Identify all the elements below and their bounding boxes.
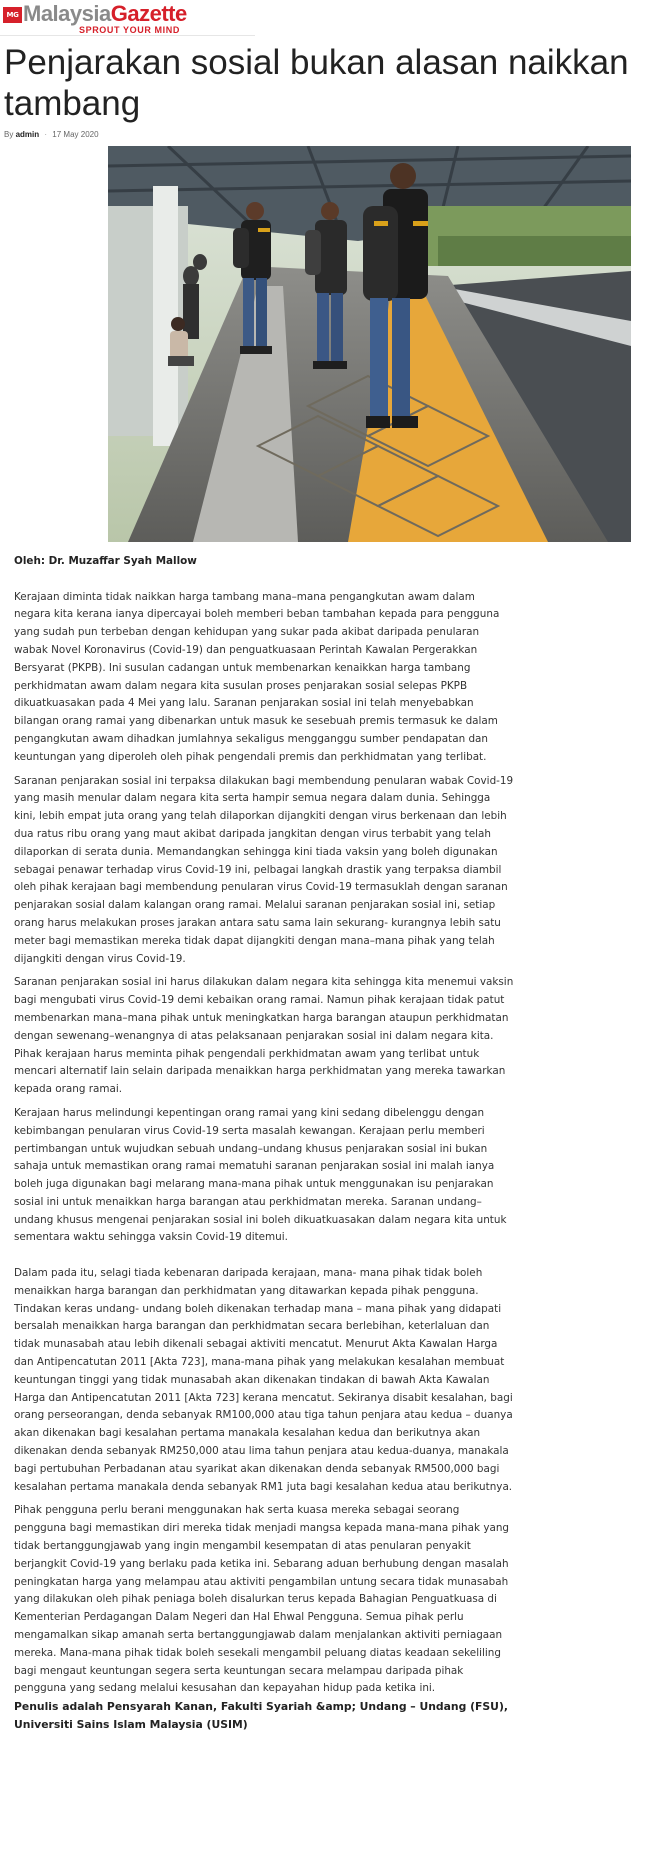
article-meta: [4, 130, 99, 139]
meta-separator: ·: [44, 130, 48, 139]
site-logo[interactable]: [3, 2, 187, 34]
paragraph-2: Saranan penjarakan sosial ini terpaksa dilakukan bagi membendung penularan wabak Covid-19 yang masih menular dalam negara kita serta hampir semua negara dalam dunia. Sehingga kini, lebih empat juta orang yang telah dilaporkan dijangkiti dengan virus berkenaan dan lebih dua ratus ribu orang yang maut akibat daripada jangkitan dengan virus terbabit yang telah dilaporkan di serata dunia. Memandangkan sehingga kini tiada vaksin yang boleh digunakan sebagai penawar terhadap virus Covid-19 ini, pelbagai langkah drastik yang terpaksa diambil oleh pihak kerajaan bagi membendung penularan virus Covid-19 termasuklah dengan saranan penjarakan sosial dalam kalangan orang ramai. Melalui saranan penjarakan sosial ini, setiap orang harus melakukan proses jarakan antara satu sama lain sekurang- kurangnya lebih satu meter bagi memastikan mereka tidak dapat dijangkiti dengan mana–mana pihak yang telah dijangkiti dengan virus Covid-19.: [14, 774, 514, 965]
logo-word-malaysia: Malaysia: [23, 1, 111, 26]
author-link[interactable]: admin: [15, 130, 40, 139]
station-platform-photo: [108, 146, 631, 542]
site-header: [0, 0, 255, 36]
publish-date: 17 May 2020: [52, 130, 99, 139]
logo-text: [23, 2, 187, 35]
paragraph-6: Pihak pengguna perlu berani menggunakan hak serta kuasa mereka sebagai seorang pengguna bagi memastikan diri mereka tidak menjadi mangsa kepada mana-mana pihak yang tidak bertanggungjawab yang ingin mengambil kesempatan di atas penularan penyakit berjangkit Covid-19 yang berlaku pada ketika ini. Sebarang aduan berhubung dengan masalah peningkatan harga yang melampau atau aktiviti pengambilan untung secara tidak munasabah yang dilakukan oleh pihak peniaga boleh disalurkan terus kepada Bahagian Penguatkuasa di Kementerian Perdagangan Dalam Negeri dan Hal Ehwal Pengguna. Semua pihak perlu mengamalkan sikap amanah serta bertanggungjawab dalam menjalankan aktiviti perniagaan mereka. Mana-mana pihak tidak boleh sesekali mengambil peluang diatas keadaan sekeliling bagi mengaut keuntungan segera serta keuntungan secara melampau daripada pihak pengguna yang sedang melalui kesusahan dan kepayahan hidup pada ketika ini.: [14, 1504, 510, 1695]
logo-wordmark: [23, 2, 187, 26]
spacer: [14, 571, 514, 589]
by-label: By: [4, 130, 14, 139]
logo-word-gazette: Gazette: [110, 1, 187, 26]
author-footnote: Penulis adalah Pensyarah Kanan, Fakulti Syariah &amp; Undang – Undang (FSU), Universiti Sains Islam Malaysia (USIM): [14, 1700, 508, 1731]
logo-badge: MG: [3, 7, 22, 23]
article-byline: Oleh: Dr. Muzaffar Syah Mallow: [14, 555, 197, 567]
article-body: [14, 553, 514, 1734]
article-title: Penjarakan sosial bukan alasan naikkan tambang: [4, 43, 629, 123]
logo-tagline: SPROUT YOUR MIND: [79, 25, 180, 35]
featured-image: [108, 146, 631, 542]
paragraph-1: Kerajaan diminta tidak naikkan harga tambang mana–mana pengangkutan awam dalam negara kita kerana ianya dipercayai boleh memberi beban tambahan kepada para pengguna yang sudah pun terbeban dengan kehidupan yang sukar pada akibat daripada penularan wabak Novel Koronavirus (Covid-19) dan penguatkuasaan Perintah Kawalan Pergerakkan Bersyarat (PKPB). Ini susulan cadangan untuk membenarkan kenaikkan harga tambang perkhidmatan awam dalam negara kita susulan proses penjarakan sosial selepas PKPB dikuatkuasakan pada 4 Mei yang lalu. Saranan penjarakan sosial ini telah menyebabkan bilangan orang ramai yang dibenarkan untuk masuk ke sesebuah premis termasuk ke dalam pengangkutan awam dihadkan jumlahnya sekaligus mengganggu sumber pendapatan dan keuntungan yang diperoleh oleh pihak pengendali premis dan perkhidmatan yang terlibat.: [14, 590, 500, 763]
paragraph-3: Saranan penjarakan sosial ini harus dilakukan dalam negara kita sehingga kita menemui vaksin bagi mengubati virus Covid-19 demi kebaikan orang ramai. Namun pihak kerajaan tidak patut membenarkan mana–mana pihak untuk meningkatkan harga barangan ataupun perkhidmatan dengan sewenang–wenangnya di atas pelaksanaan penjarakan sosial ini dalam negara kita. Pihak kerajaan harus meminta pihak pengendali perkhidmatan awam yang terlibat untuk mencari alternatif lain selain daripada menaikkan harga perkhidmatan yang mereka tawarkan kepada orang ramai.: [14, 976, 514, 1096]
paragraph-4: Kerajaan harus melindungi kepentingan orang ramai yang kini sedang dibelenggu dengan kebimbangan penularan virus Covid-19 serta masalah kewangan. Kerajaan perlu memberi pertimbangan untuk wujudkan sebuah undang–undang khusus penjarakan sosial ini bukan sahaja untuk memastikan orang ramai mematuhi saranan penjarakan sosial ini malah ianya boleh juga digunakan bagi melarang mana-mana pihak untuk menggunakan isu penjarakan sosial ini untuk menaikkan harga barangan atau perkhidmatan mereka. Saranan undang–undang khusus mengenai penjarakan sosial ini boleh dikuatkuasakan dalam negara kita untuk sementara waktu sehingga vaksin Covid-19 ditemui.: [14, 1106, 507, 1244]
paragraph-5: Dalam pada itu, selagi tiada kebenaran daripada kerajaan, mana- mana pihak tidak boleh menaikkan harga barangan dan perkhidmatan yang ditawarkan kepada pihak pengguna. Tindakan keras undang- undang boleh dikenakan terhadap mana – mana pihak yang didapati bersalah menaikkan harga barangan dan perkhidmatan secara berlebihan, keterlaluan dan tidak munasabah atau lebih dikenali sebagai aktiviti mencatut. Menurut Akta Kawalan Harga dan Antipencatutan 2011 [Akta 723], mana-mana pihak yang melakukan kesalahan membuat keuntungan tinggi yang tidak munasabah akan dikenakan tindakan di bawah Akta Kawalan Harga dan Antipencatutan 2011 [Akta 723] kerana mencatut. Sekiranya disabit kesalahan, bagi orang perseorangan, denda sebanyak RM100,000 atau tiga tahun penjara atau kedua – duanya akan dikenakan bagi kesalahan pertama manakala kesalahan kedua dan berikutnya akan dikenakan denda sebanyak RM250,000 atau lima tahun penjara atau kedua-duanya, manakala bagi pertubuhan Perbadanan atau syarikat akan dikenakan denda sebanyak RM500,000 bagi kesalahan pertama manakala denda sebanyak RM1 juta bagi kesalahan kedua atau berikutnya.: [14, 1267, 513, 1493]
